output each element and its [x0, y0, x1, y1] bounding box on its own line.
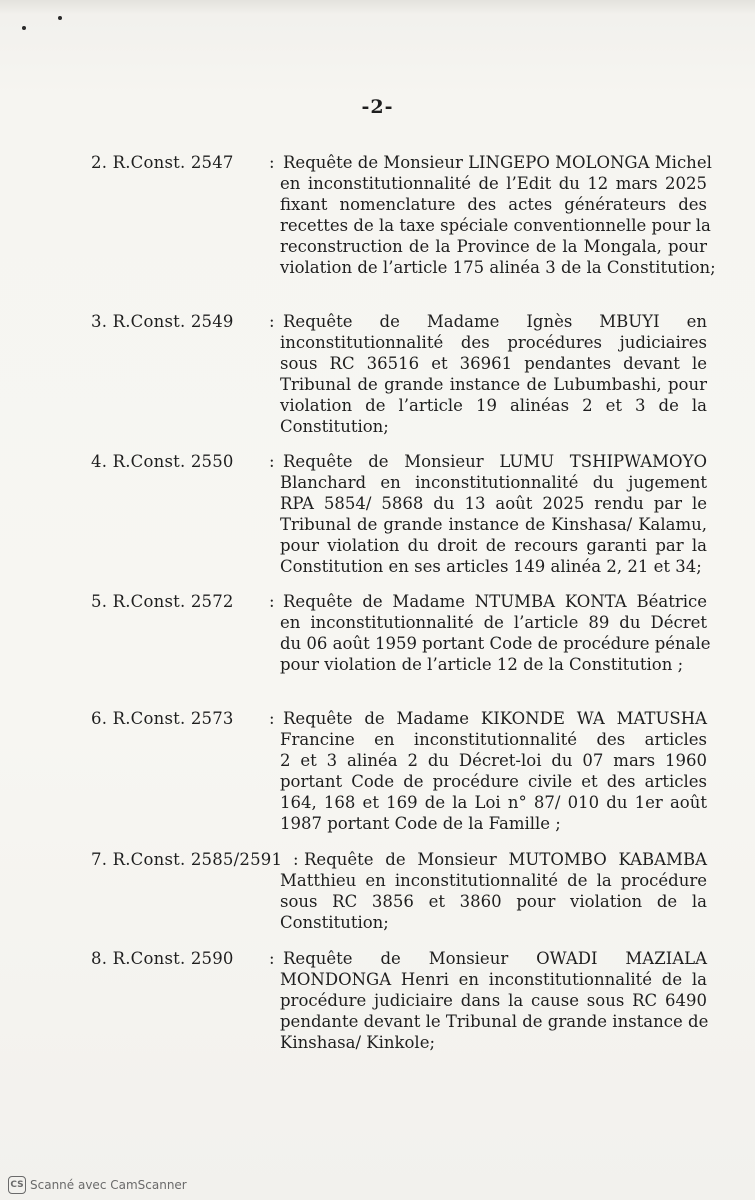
text-line: Requête de Madame Ignès MBUYI en — [283, 312, 707, 331]
text-line: 164, 168 et 169 de la Loi n° 87/ 010 du 1er août — [280, 793, 707, 812]
text-line: Constitution; — [280, 417, 389, 436]
case-description — [280, 708, 707, 834]
text-line: Blanchard en inconstitutionnalité du jugement — [280, 473, 707, 492]
text-line: portant Code de procédure civile et des articles — [280, 772, 707, 791]
text-line: Requête de Monsieur LUMU TSHIPWAMOYO — [283, 452, 707, 471]
case-description — [280, 849, 707, 933]
case-reference: 4. R.Const. 2550 — [91, 452, 234, 471]
text-line: MONDONGA Henri en inconstitutionnalité de la — [280, 970, 707, 989]
text-line: RPA 5854/ 5868 du 13 août 2025 rendu par le — [280, 494, 707, 513]
case-description — [280, 591, 711, 675]
camscanner-logo-icon: CS — [8, 1176, 26, 1194]
case-description — [280, 311, 707, 437]
scan-speck — [22, 26, 26, 30]
separator-colon: : — [269, 949, 275, 968]
text-line: fixant nomenclature des actes générateurs des — [280, 195, 707, 214]
text-line: pendante devant le Tribunal de grande instance de — [280, 1012, 709, 1031]
text-line: violation de l’article 19 alinéas 2 et 3 de la — [280, 396, 707, 415]
text-line: Requête de Monsieur OWADI MAZIALA — [283, 949, 707, 968]
case-description — [280, 451, 707, 577]
case-reference: 5. R.Const. 2572 — [91, 592, 234, 611]
scan-shadow-band — [0, 0, 755, 14]
text-line: procédure judiciaire dans la cause sous RC 6490 — [280, 991, 707, 1010]
text-line: pour violation de l’article 12 de la Constitution ; — [280, 655, 684, 674]
text-line: Kinshasa/ Kinkole; — [280, 1033, 436, 1052]
case-reference: 7. R.Const. 2585/2591 — [91, 850, 283, 869]
text-line: pour violation du droit de recours garanti par la — [280, 536, 707, 555]
text-line: Constitution en ses articles 149 alinéa 2, 21 et 34; — [280, 557, 702, 576]
separator-colon: : — [269, 709, 275, 728]
text-line: sous RC 3856 et 3860 pour violation de la — [280, 892, 707, 911]
separator-colon: : — [293, 850, 299, 869]
watermark-label: Scanné avec CamScanner — [30, 1178, 187, 1192]
separator-colon: : — [269, 592, 275, 611]
text-line: 1987 portant Code de la Famille ; — [280, 814, 561, 833]
text-line: Tribunal de grande instance de Kinshasa/ Kalamu, — [280, 515, 707, 534]
text-line: reconstruction de la Province de la Mongala, pour — [280, 237, 707, 256]
case-reference: 6. R.Const. 2573 — [91, 709, 234, 728]
text-line: Requête de Monsieur MUTOMBO KABAMBA — [304, 850, 707, 869]
separator-colon: : — [269, 312, 275, 331]
text-line: en inconstitutionnalité de l’Edit du 12 mars 2025 — [280, 174, 707, 193]
text-line: 2 et 3 alinéa 2 du Décret-loi du 07 mars 1960 — [280, 751, 707, 770]
page-number: -2- — [361, 96, 394, 118]
text-line: Francine en inconstitutionnalité des articles — [280, 730, 707, 749]
case-description — [280, 948, 707, 1053]
text-line: sous RC 36516 et 36961 pendantes devant le — [280, 354, 707, 373]
text-line: Requête de Madame KIKONDE WA MATUSHA — [283, 709, 707, 728]
text-line: Requête de Monsieur LINGEPO MOLONGA Michel — [283, 153, 712, 172]
text-line: inconstitutionnalité des procédures judiciaires — [280, 333, 707, 352]
scanner-watermark — [8, 1176, 187, 1194]
text-line: Matthieu en inconstitutionnalité de la procédure — [280, 871, 707, 890]
case-description — [280, 152, 716, 278]
case-reference: 8. R.Const. 2590 — [91, 949, 234, 968]
text-line: en inconstitutionnalité de l’article 89 du Décret — [280, 613, 707, 632]
text-line: recettes de la taxe spéciale conventionnelle pour la — [280, 216, 711, 235]
text-line: Constitution; — [280, 913, 389, 932]
case-reference: 2. R.Const. 2547 — [91, 153, 234, 172]
scan-speck — [58, 16, 62, 20]
text-line: du 06 août 1959 portant Code de procédure pénale — [280, 634, 711, 653]
text-line: violation de l’article 175 alinéa 3 de la Constitution; — [280, 258, 716, 277]
text-line: Tribunal de grande instance de Lubumbashi, pour — [280, 375, 707, 394]
separator-colon: : — [269, 452, 275, 471]
case-reference: 3. R.Const. 2549 — [91, 312, 234, 331]
separator-colon: : — [269, 153, 275, 172]
text-line: Requête de Madame NTUMBA KONTA Béatrice — [283, 592, 707, 611]
